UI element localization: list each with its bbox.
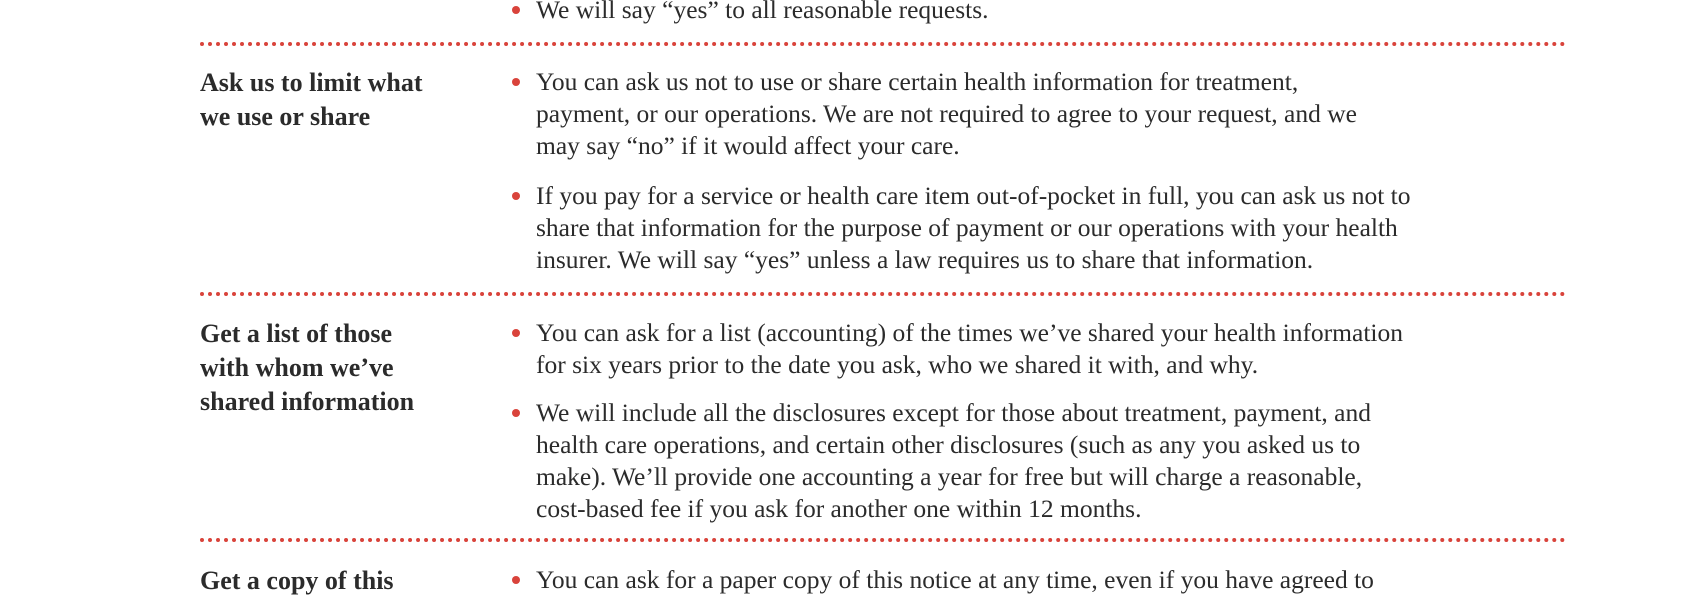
bullet-dot-icon [512,576,520,584]
bullet-line: health care operations, and certain other disclosures (such as any you asked us to [536,430,1361,459]
bullet-line: share that information for the purpose of payment or our operations with your health [536,213,1398,242]
bullet-dot-icon [512,6,520,14]
bullet-line: for six years prior to the date you ask, who we shared it with, and why. [536,350,1259,379]
bullet-line: We will include all the disclosures except for those about treatment, payment, and [536,398,1371,427]
bullet-line: We will say “yes” to all reasonable requests. [536,0,989,24]
bullet-limit-use [512,66,1572,162]
section-title-notice-copy: Get a copy of this [200,566,394,595]
bullet-line: You can ask for a list (accounting) of the times we’ve shared your health information [536,318,1403,347]
bullet-dot-icon [512,329,520,337]
bullet-line: You can ask us not to use or share certain health information for treatment, [536,67,1299,96]
section-title-limit-use: Ask us to limit what we use or share [200,68,423,131]
bullet-accounting-request [512,317,1572,381]
bullet-line: You can ask for a paper copy of this notice at any time, even if you have agreed to [536,565,1374,594]
bullet-line: If you pay for a service or health care item out-of-pocket in full, you can ask us not to [536,181,1411,210]
bullet-line: may say “no” if it would affect your care. [536,131,960,160]
section-divider [200,292,1566,296]
bullet-line: payment, or our operations. We are not required to agree to your request, and we [536,99,1357,128]
bullet-dot-icon [512,78,520,86]
bullet-accounting-disclosures [512,397,1572,525]
section-title-accounting-list: Get a list of those with whom we’ve shared information [200,319,415,416]
bullet-line: insurer. We will say “yes” unless a law requires us to share that information. [536,245,1314,274]
bullet-reasonable-requests [512,0,1572,26]
bullet-line: make). We’ll provide one accounting a year for free but will charge a reasonable, [536,462,1363,491]
bullet-line: cost-based fee if you ask for another one within 12 months. [536,494,1142,523]
bullet-dot-icon [512,409,520,417]
bullet-paper-copy [512,564,1572,596]
bullet-dot-icon [512,192,520,200]
section-divider [200,42,1566,46]
bullet-pay-out-of-pocket [512,180,1572,276]
section-divider [200,538,1566,542]
